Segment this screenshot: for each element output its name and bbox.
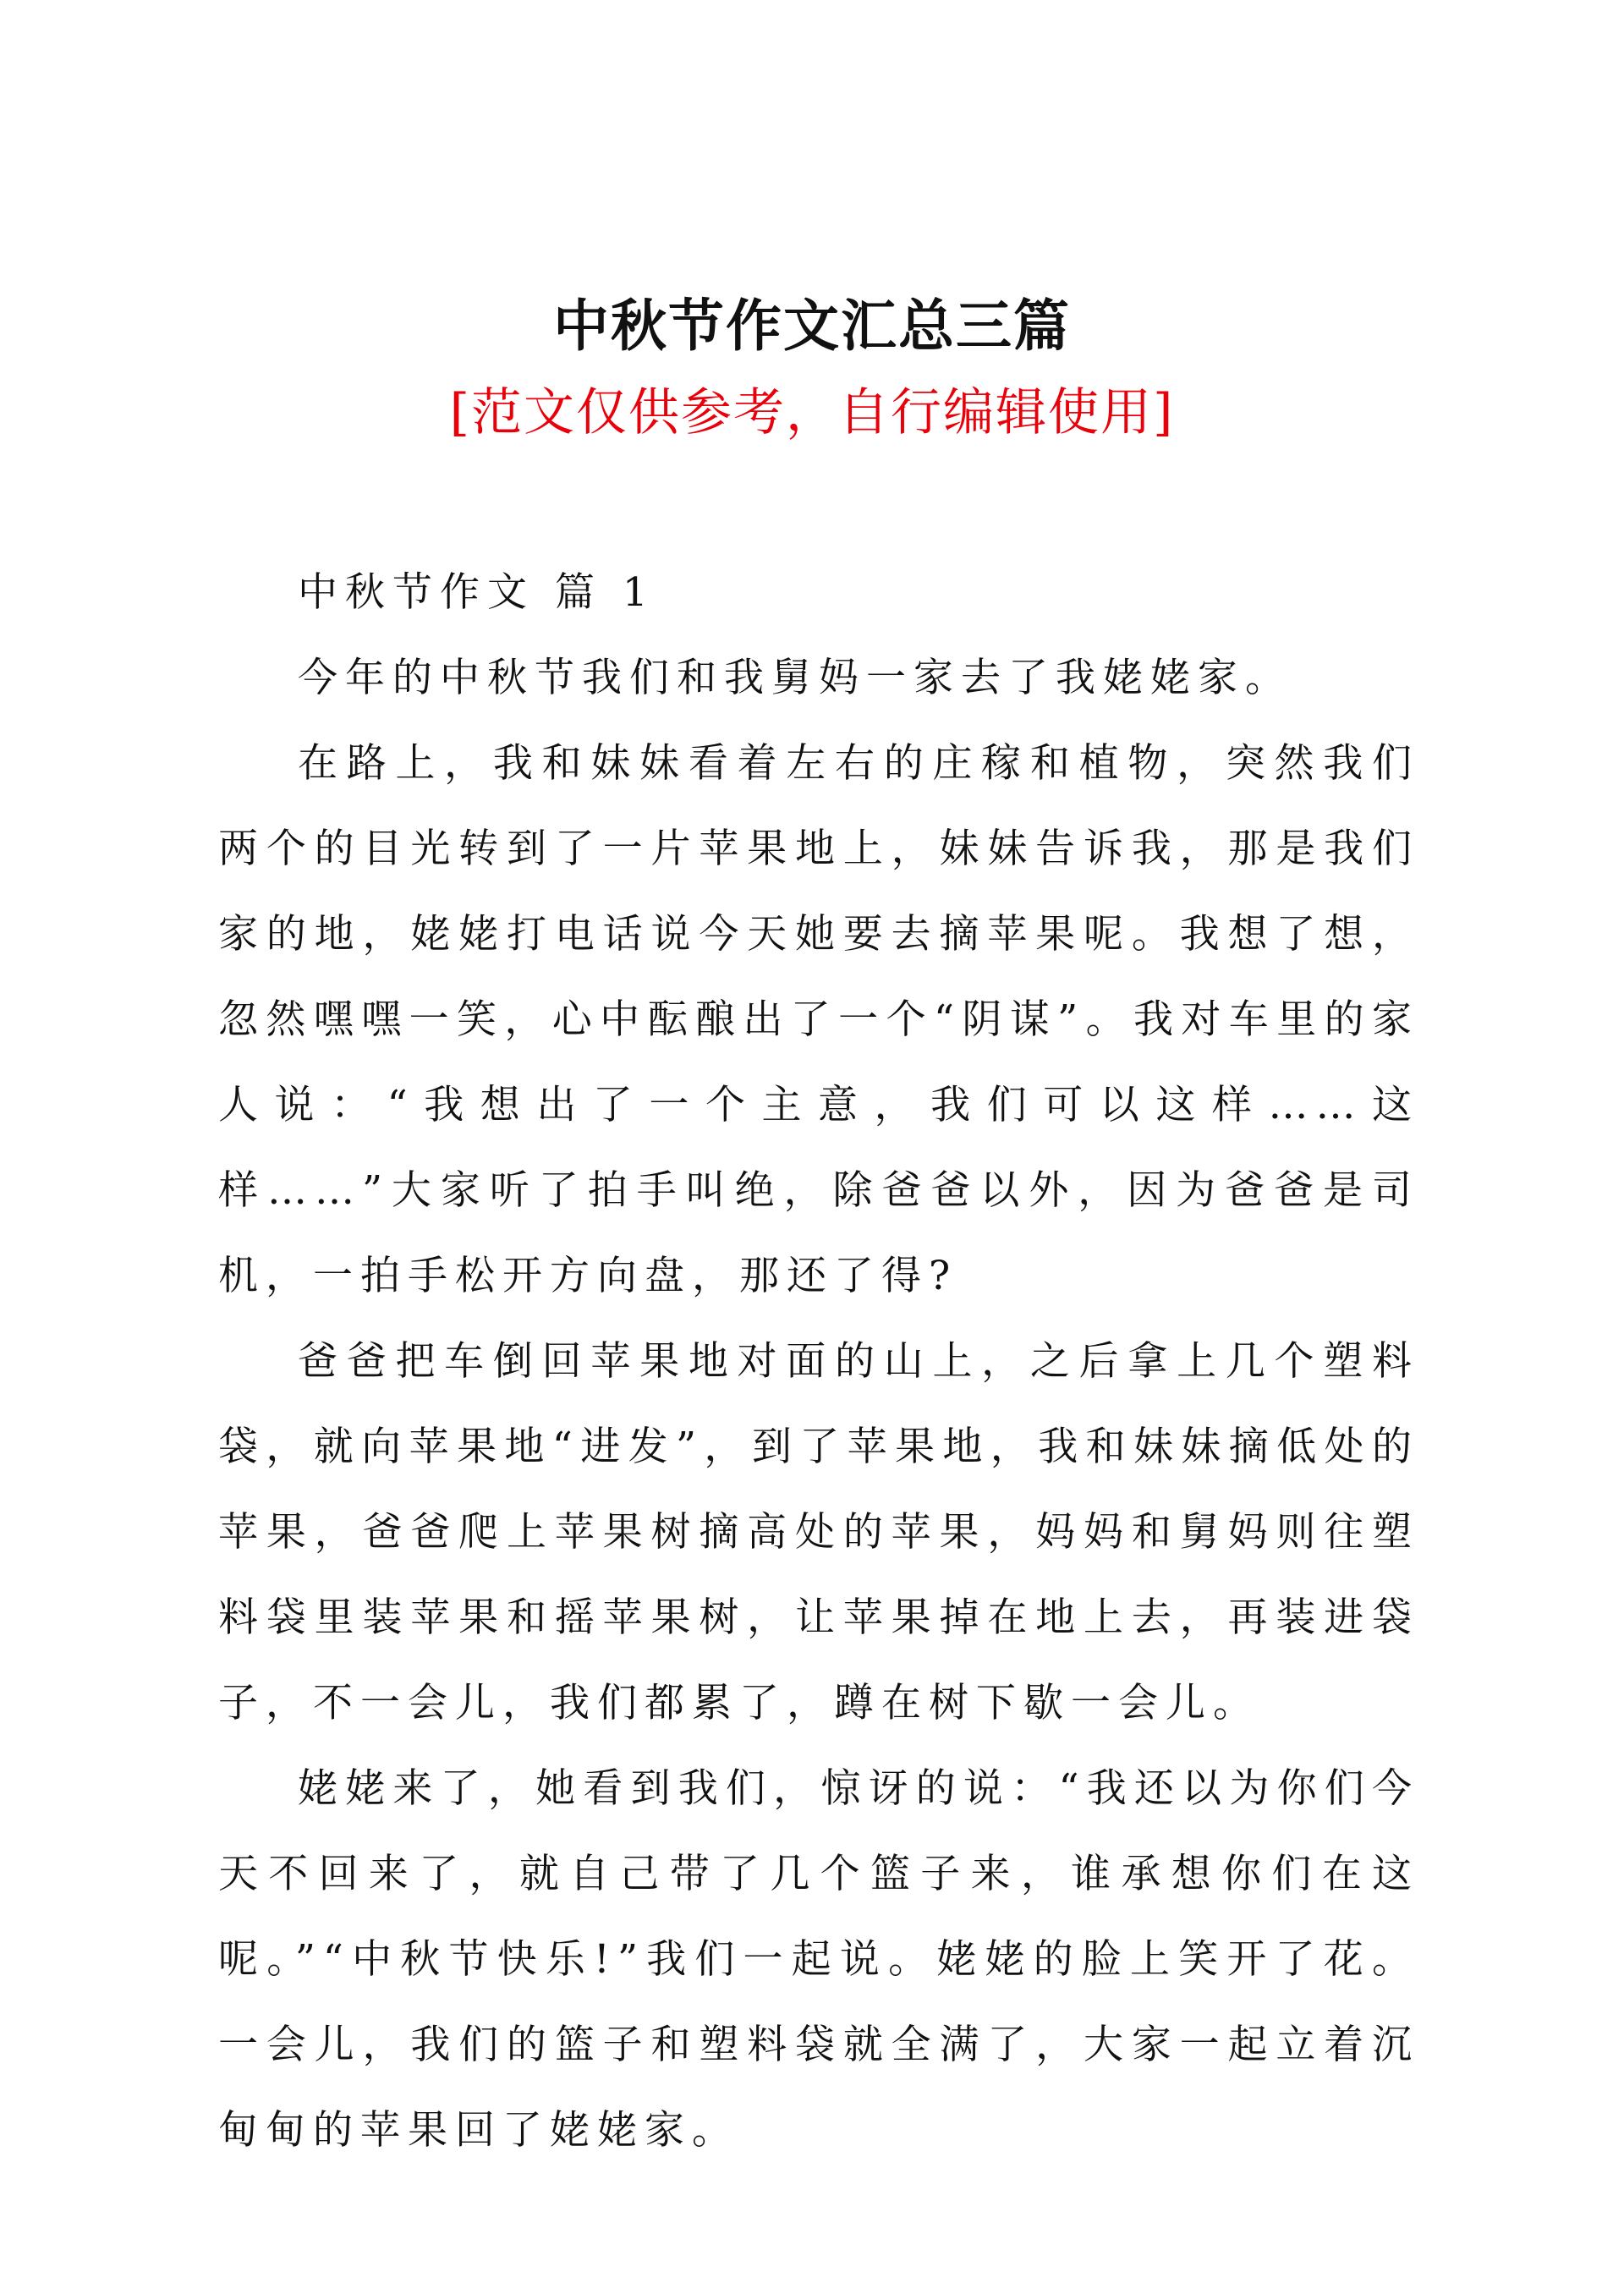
document-body [218, 550, 1419, 2173]
paragraph: 姥姥来了，她看到我们，惊讶的说：“我还以为你们今天不回来了，就自己带了几个篮子来，谁承想你们在这呢。”“中秋节快乐!”我们一起说。姥姥的脸上笑开了花。一会儿，我们的篮子和塑料袋就全满了，大家一起立着沉甸甸的苹果回了姥姥家。 [218, 1765, 1419, 2154]
paragraph: 在路上，我和妹妹看着左右的庄稼和植物，突然我们两个的目光转到了一片苹果地上，妹妹告诉我，那是我们家的地，姥姥打电话说今天她要去摘苹果呢。我想了想，忽然嘿嘿一笑，心中酝酿出了一个“阴谋”。我对车里的家人说：“我想出了一个主意，我们可以这样……这样……”大家听了拍手叫绝，除爸爸以外，因为爸爸是司机，一拍手松开方向盘，那还了得? [218, 740, 1419, 1299]
section-heading: 中秋节作文 篇 1 [298, 569, 656, 616]
paragraph: 今年的中秋节我们和我舅妈一家去了我姥姥家。 [298, 655, 1292, 701]
paragraph: 爸爸把车倒回苹果地对面的山上，之后拿上几个塑料袋，就向苹果地“进发”，到了苹果地，我和妹妹摘低处的苹果，爸爸爬上苹果树摘高处的苹果，妈妈和舅妈则往塑料袋里装苹果和摇苹果树，让苹果掉在地上去，再装进袋子，不一会儿，我们都累了，蹲在树下歇一会儿。 [218, 1338, 1419, 1726]
document-subtitle: [范文仅供参考，自行编辑使用] [449, 383, 1175, 442]
document-title: 中秋节作文汇总三篇 [553, 293, 1071, 359]
